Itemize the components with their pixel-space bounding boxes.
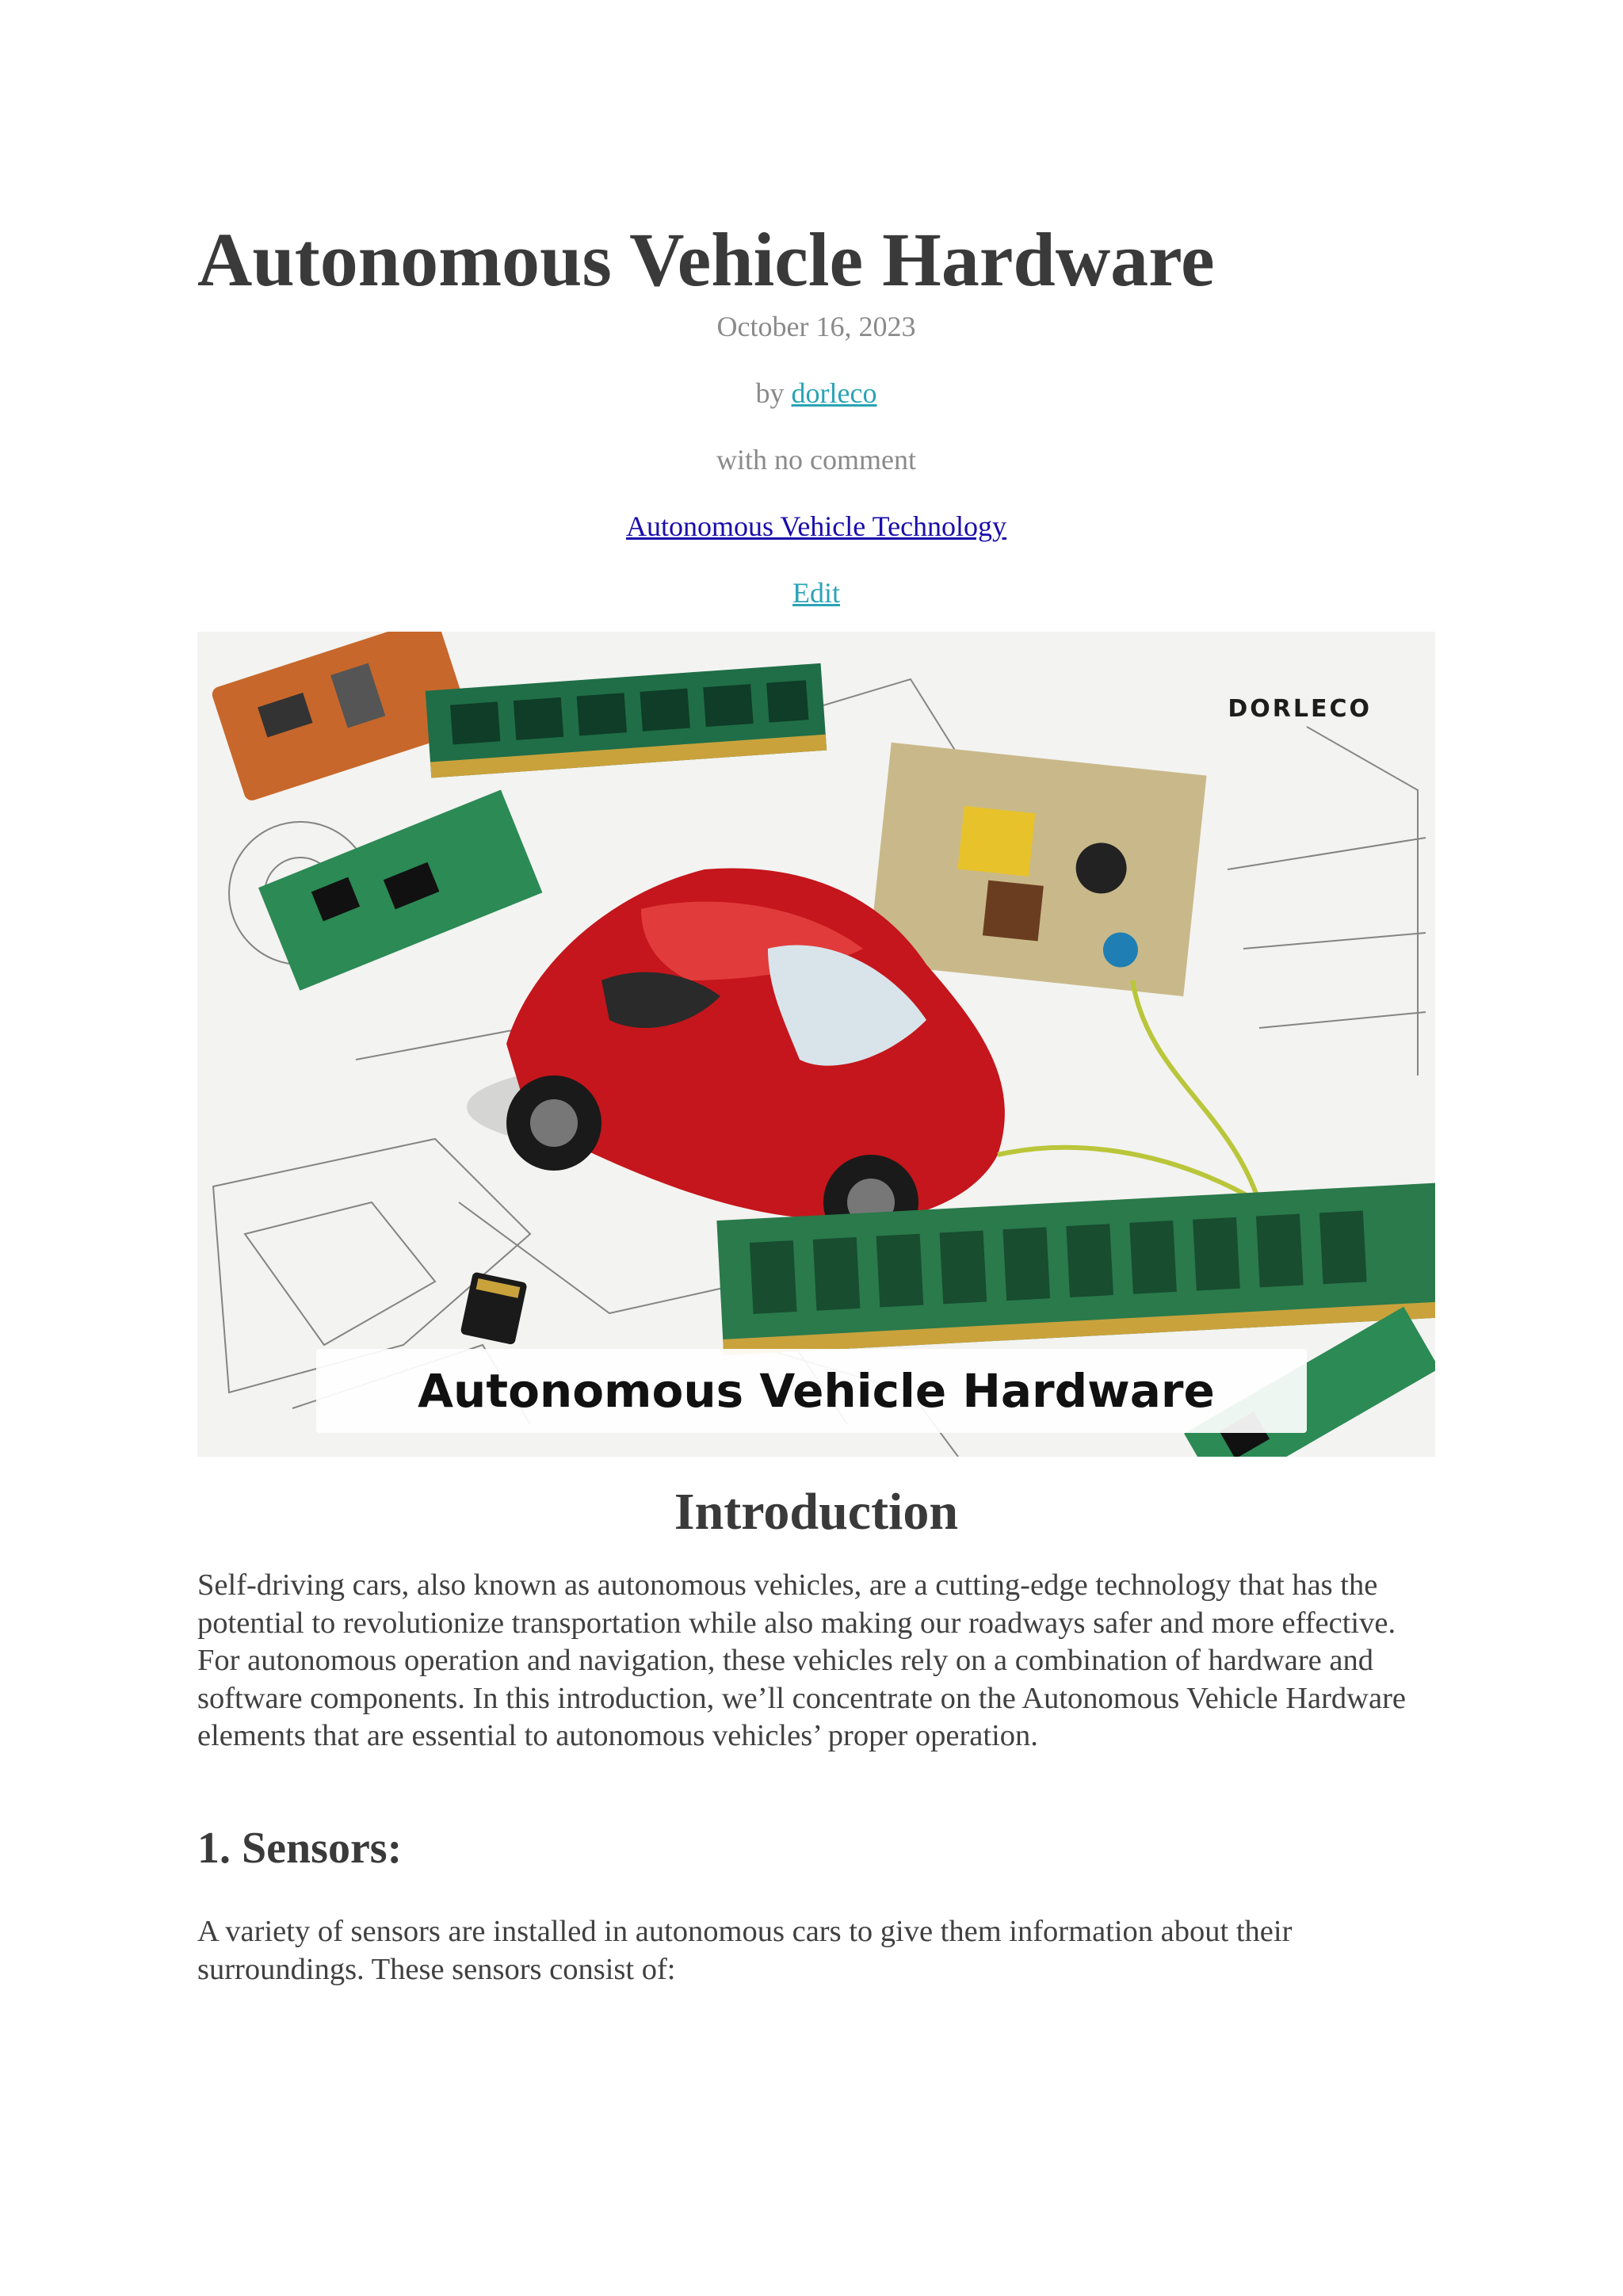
hero-image bbox=[197, 632, 1435, 1457]
edit-link[interactable]: Edit bbox=[792, 577, 840, 609]
hero-caption: Autonomous Vehicle Hardware bbox=[418, 1364, 1215, 1418]
author-prefix: by bbox=[755, 377, 785, 409]
comment-count: with no comment bbox=[716, 444, 916, 476]
category-link[interactable]: Autonomous Vehicle Technology bbox=[625, 510, 1007, 542]
section-heading-sensors: 1. Sensors: bbox=[197, 1824, 403, 1873]
hero-illustration bbox=[197, 632, 1435, 1457]
author-link[interactable]: dorleco bbox=[791, 377, 877, 409]
post-category bbox=[197, 510, 1435, 542]
page-title: Autonomous Vehicle Hardware bbox=[197, 217, 1215, 302]
brand-logo: DORLECO bbox=[1228, 695, 1372, 723]
post-edit bbox=[197, 577, 1435, 609]
section-heading-introduction: Introduction bbox=[674, 1483, 959, 1541]
intro-paragraph: Self-driving cars, also known as autonomous vehicles, are a cutting-edge technology that has the potential to revolutionize transportation while also making our roadways safer and more effective. For autonomous operation and navigation, these vehicles rely on a combination of hardware and software components. In this introduction, we’ll concentrate on the Autonomous Vehicle Hardware elements that are essential to autonomous vehicles’ proper operation. bbox=[197, 1568, 1406, 1752]
post-author bbox=[197, 377, 1435, 409]
post-date: October 16, 2023 bbox=[716, 311, 916, 342]
sensors-paragraph: A variety of sensors are installed in autonomous cars to give them information about their surroundings. These sensors consist of: bbox=[197, 1915, 1293, 1986]
